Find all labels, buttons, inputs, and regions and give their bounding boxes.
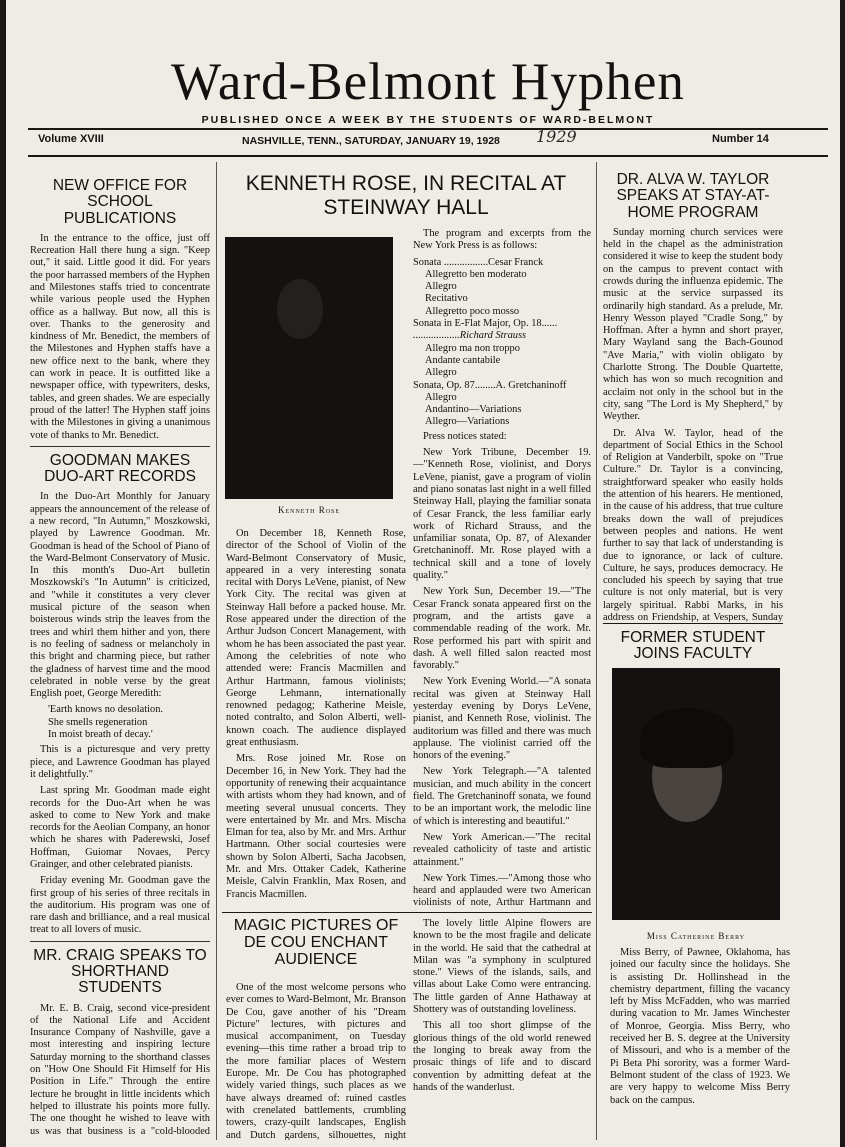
rose-body-right xyxy=(413,228,591,910)
headline-de-cou: MAGIC PICTURES OF DE COU ENCHANT AUDIENCE xyxy=(233,917,399,968)
paragraph: Miss Berry, of Pawnee, Oklahoma, has joined our faculty since the holidays. She is assisting Dr. Hollinshead in the chemistry department, filling the vacancy left by Miss McFadden, who was married during vacation to Mr. James Winchester of Monroe, Georgia. Miss Berry, who received her B. S. degree at the University of Missouri, and who is a member of the Pi Beta Phi sorority, was a former Ward-Belmont student of the class of 1923. We are very happy to welcome Miss Berry back on the campus. xyxy=(610,947,790,1106)
section-rule xyxy=(603,623,783,624)
paragraph: In the Duo-Art Monthly for January appears the announcement of the release of a new record, "In Autumn," Moszkowski, played by Lawrence Goodman. Mr. Goodman is head of the School of Piano of the Ward-Belmont Conservatory of Music. In this month's Duo-Art bulletin Moszkowski's "In Autumn" is criticized, and "while it constitutes a very clever musical picture of the season when boisterous winds strip the leaves from the trees and whirl them hither and yon, there is no feeling of sadness or melancholy in this bright and charming piece, but rather the gladness of harvest time and the mood celebrated in noble verse by the great English poet, George Meredith: xyxy=(30,491,210,700)
column-1 xyxy=(30,178,210,1138)
program-sonata: Sonata .................Cesar Franck xyxy=(413,256,544,268)
program-sonata: Sonata in E-Flat Major, Op. 18...... xyxy=(413,318,558,330)
paragraph: The lovely little Alpine flowers are known to be the most fragile and delicate in the world. He said that the cathedral at Milan was "a symphony in sculptured stone." Views of the islands, sails, and villas about Lake Como were entrancing. The little garden of Anne Hathaway at Shottery was of outstanding loveliness. xyxy=(413,918,591,1016)
program-movement: Allegro xyxy=(425,391,457,403)
paragraph: Mrs. Rose joined Mr. Rose on December 16, in New York. They had the opportunity of renewing their acquaintance with artists whom they had known, and of meeting several unusual concerts. They were entertained by Mr. and Mrs. Mischa Elman for tea, also by Mr. and Mrs. Arthur Hartmann. Other social courtesies were shown by Solon Alberti, Sacha Jacobsen, Mr. and Mrs. Ottaker Cadek, Katherine Meisle, Calvin Franklin, Max Rosen, and Francis Macmillen. xyxy=(226,753,406,900)
portrait-hair xyxy=(640,708,734,768)
headline-craig: MR. CRAIG SPEAKS TO SHORTHAND STUDENTS xyxy=(33,946,207,997)
paragraph: This all too short glimpse of the glorious things of the old world renewed the longing to break away from the prosaic things of life and to discard convention by admitting defeat at the hands of the wanderlust. xyxy=(413,1020,591,1093)
program-movement: Andante cantabile xyxy=(425,354,501,366)
paragraph xyxy=(226,905,406,906)
program-movement: Recitativo xyxy=(425,293,468,305)
kenneth-rose-photo xyxy=(225,237,393,499)
program-movement: Andantino—Variations xyxy=(425,404,522,416)
program-movement: Allegro xyxy=(425,367,457,379)
issue-number: Number 14 xyxy=(712,133,769,145)
paragraph: Friday evening Mr. Goodman gave the first group of his series of three recitals in the auditorium. His program was one of rare dash and brilliance, and a real musical treat to all lovers of music. xyxy=(30,875,210,936)
de-cou-body-left xyxy=(226,982,406,1140)
handwritten-year: 1929 xyxy=(536,127,577,146)
program-intro: The program and excerpts from the New York Press is as follows: xyxy=(413,228,591,252)
paragraph: One of the most welcome persons who ever comes to Ward-Belmont, Mr. Branson De Cou, gave another of his "Dream Picture" lectures, with pictures and musical accompaniment, on Tuesday evening—this time rather a broad trip to the more familiar places of Western Europe. Mr. De Cou has photographed widely varied things, such places as we have always dreamed of: ruined castles with crenelated battlements, crumbling towers, crazy-quilt landscapes, English and Dutch gardens, silhouettes, night xyxy=(226,982,406,1140)
headline-goodman: GOODMAN MAKES DUO-ART RECORDS xyxy=(44,451,196,486)
press-label: Press notices stated: xyxy=(423,430,507,442)
dateline: NASHVILLE, TENN., SATURDAY, JANUARY 19, 1928 xyxy=(242,135,500,147)
headline-taylor: DR. ALVA W. TAYLOR SPEAKS AT STAY-AT-HOME PROGRAM xyxy=(616,172,770,221)
paragraph: In the entrance to the office, just off Recreation Hall there hung a sign. "Keep out," it said. Little good it did. For years the poor harrassed members of the Hyphen and Milestones staffs tried to concentrate while various people used the Hyphen office as a hallway. But now, all this is over. Thanks to the generosity and kindness of Mr. Benedict, the members of the Milestones and Hyphen staffs have a new office next to the bank, where they can work in peace. It is outfitted like a newspaper office, with typewriters, desks, tables, and green shades. We are especially proud of the latter! The Hyphen staff joins with the Milestones in giving a unanimous vote of thanks to Mr. Benedict. xyxy=(30,232,210,441)
paragraph: This is a picturesque and very pretty piece, and Lawrence Goodman has played it delightfully." xyxy=(30,744,210,780)
program-movement: Allegretto poco mosso xyxy=(425,305,520,317)
press-notice: New York Times.—"Among those who heard and applauded were two American violinists of note, Arthur Hartmann and xyxy=(413,872,591,909)
catherine-berry-photo xyxy=(612,668,780,920)
program-sonata: Sonata, Op. 87........A. Gretchaninoff xyxy=(413,379,567,391)
column-rule xyxy=(216,162,217,1140)
headline-new-office: NEW OFFICE FOR SCHOOL PUBLICATIONS xyxy=(52,178,188,227)
section-rule xyxy=(222,912,592,913)
program-movement: Allegro—Variations xyxy=(425,416,510,428)
press-notice: New York Telegraph.—"A talented musician, and much ability in the concert field. The Gretchaninoff sonata, we found to be an important work, the melodic line of which is interesting and beautiful." xyxy=(413,766,591,827)
right-border xyxy=(840,0,845,1147)
taylor-article xyxy=(603,172,783,622)
berry-body xyxy=(610,947,790,1139)
left-border xyxy=(0,0,6,1147)
article-divider xyxy=(30,941,210,942)
program-movement: Allegro xyxy=(425,281,457,293)
de-cou-body-right xyxy=(413,918,591,1140)
article-divider xyxy=(30,446,210,447)
masthead-rule-top xyxy=(28,128,828,130)
paragraph: Mr. E. B. Craig, second vice-president of the National Life and Accident Insurance Company of Nashville, gave a most interesting and inspiring lecture Saturday morning to the shorthand classes on "How One Should Fit Himself for His Position in Life." Through the entire lecture he brought in little incidents which helped to illustrate his points more fully. The one thought he wished to leave with us was that business is a "cold-blooded xyxy=(30,1002,210,1137)
portrait-face xyxy=(277,279,323,339)
masthead-title: Ward-Belmont Hyphen xyxy=(171,53,685,111)
column-rule xyxy=(596,162,597,1140)
program-movement: Allegretto ben moderato xyxy=(425,268,527,280)
photo-caption: Miss Catherine Berry xyxy=(646,931,746,941)
program-movement: Allegro ma non troppo xyxy=(425,342,520,354)
rose-body-left xyxy=(226,528,406,906)
headline-kenneth-rose: KENNETH ROSE, IN RECITAL AT STEINWAY HALL xyxy=(245,172,567,219)
press-notice: New York Evening World.—"A sonata recital was given at Steinway Hall yesterday evening by Dorys LeVene, pianist, and Kenneth Rose, violinist. The auditorium was filled and there was much applause. The violinist carried off the honors of the evening." xyxy=(413,676,591,762)
program-composer: ..................Richard Strauss xyxy=(413,330,527,342)
paragraph: Last spring Mr. Goodman made eight records for the Duo-Art when he was asked to come to New York and make records for the Aeolian Company, an honor which he shares with Paderewski, Josef Hoffman, Guiomar Novaes, Percy Grainger, and other celebrated pianists. xyxy=(30,785,210,870)
program-list xyxy=(413,257,591,429)
poem-quote xyxy=(30,704,210,741)
paragraph: Dr. Alva W. Taylor, head of the department of Social Ethics in the School of Religion at Vanderbilt, spoke on "True Culture." Dr. Taylor is a convincing, straightforward speaker who easily holds the attention of his hearers. He mentioned, in the cause of his address, that true culture breaks down the wall of prejudices between peoples and nations. He went further to say that lack of understanding is due to ignorance, or lack of culture. Culture, he says, produces democracy. He concluded his speech by saying that true culture is not only material, but is very largely spiritual. Rabbi Marks, in his address on Friendship, at Vespers, Sunday xyxy=(603,427,783,622)
press-notice: New York American.—"The recital revealed catholicity of taste and artistic attainment." xyxy=(413,831,591,868)
poem-line: 'Earth knows no desolation. xyxy=(48,704,163,716)
press-notice: New York Tribune, December 19.—"Kenneth Rose, violinist, and Dorys LeVene, pianist, gave a program of violin and piano sonatas last night in a well filled Steinway Hall, playing the familiar sonata of Cesar Franck, the less familiar early work of Richard Strauss, and the unfamiliar sonata, Op. 87, of Alexander Gretchaninoff. Mr. Rose played with a technical skill and a tone of lovely quality." xyxy=(413,447,591,582)
press-notice: New York Sun, December 19.—"The Cesar Franck sonata appeared first on the program, and the artists gave a commendable reading of the work. Mr. Rose performed his part with spirit and dash. A well filled salon reacted most favorably." xyxy=(413,586,591,672)
masthead-rule-bottom xyxy=(28,155,828,157)
volume-label: Volume XVIII xyxy=(38,133,104,145)
paragraph: Sunday morning church services were held in the chapel as the administration considered it wise to keep the student body on the campus to prevent contact with crowds during the influenza epidemic. The music at the service surpassed its ordinarily high standard. As a prelude, Mr. Henry Wesson played "Cradle Song," by Hoffman. After a hymn and short prayer, Mary Wayland sang the Bach-Gounod "Ave Maria," with violin obligato by Charlotte Strong. The Double Quartette, which has won so much recognition and acclaim not only in the school but in the city, sang "The Lord is My Shepherd," by Weyther. xyxy=(603,226,783,423)
masthead-tagline: PUBLISHED ONCE A WEEK BY THE STUDENTS OF WARD-BELMONT xyxy=(201,114,655,126)
poem-line: She smells regeneration xyxy=(48,716,148,728)
photo-caption: Kenneth Rose xyxy=(277,505,341,515)
poem-line: In moist breath of decay.' xyxy=(48,729,153,741)
headline-berry: FORMER STUDENT JOINS FACULTY xyxy=(620,629,766,663)
paragraph: On December 18, Kenneth Rose, director of the School of Violin of the Ward-Belmont Conservatory of Music, appeared in a very interesting sonata recital with Dorys LeVene, pianist, of New York City. The recital was given at Steinway Hall before a packed house. Mr. Rose appeared under the direction of the Arthur Judson Concert Management, with whom he has been associated the past year. Among the celebrities of note who attended were: Francis Macmillen and Arthur Hartmann, famous violinists; George Lehmann, internationally renowned pedagog; Katherine Meisle, noted contralto, and Solon Alberti, well-known coach. The audience displayed great enthusiasm. xyxy=(226,528,406,749)
